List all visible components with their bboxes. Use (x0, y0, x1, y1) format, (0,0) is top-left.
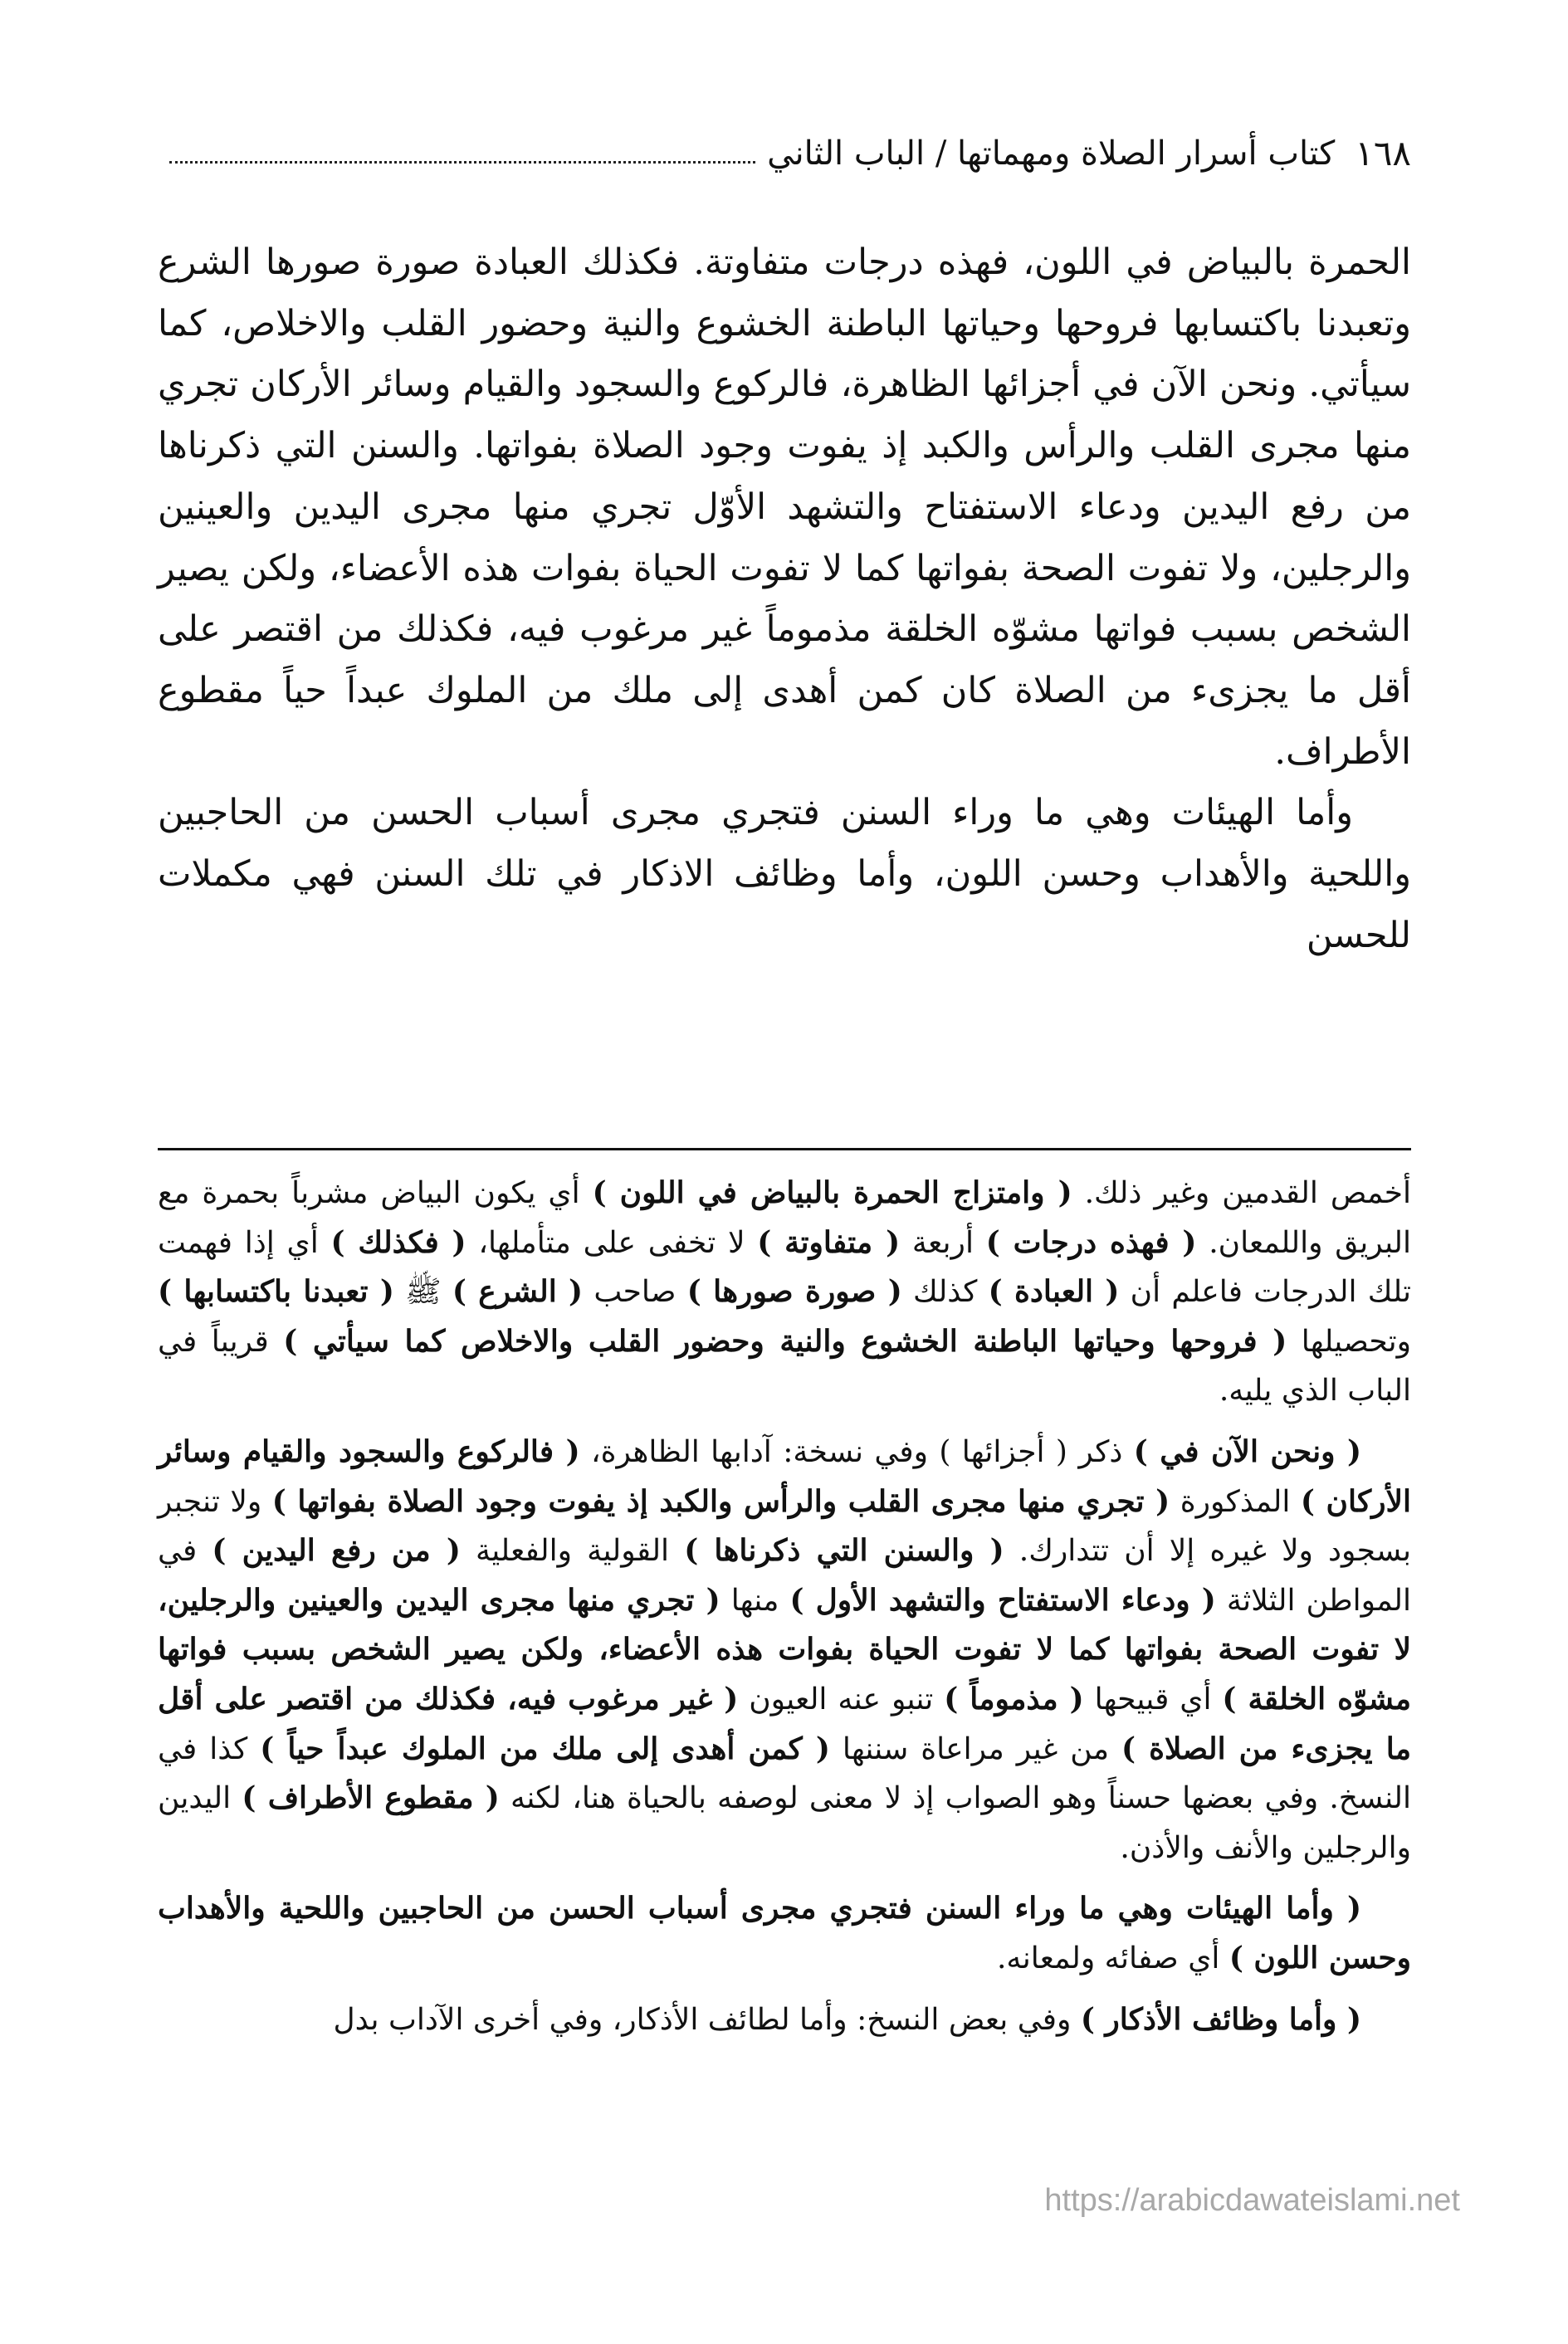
note-text: المذكورة (1170, 1484, 1301, 1519)
footnote-paragraph (158, 1995, 1411, 2045)
note-text: كذلك (901, 1275, 989, 1310)
quoted-term: ( فكذلك ) (330, 1224, 466, 1260)
quoted-term: ( فالركوع والسجود والقيام وسائر الأركان ) (158, 1433, 1412, 1519)
note-text: في المواطن الثلاثة (158, 1534, 1412, 1618)
quoted-term: ( تجري منها مجرى اليدين والعينين والرجلين، لا تفوت الصحة بفواتها كما لا تفوت الحياة بفوات هذه الأعضاء، ولكن يصير الشخص بسبب فواتها مشوّه الخلقة ) (158, 1582, 1411, 1716)
footnote-paragraph (158, 1884, 1411, 1983)
note-text: أربعة (900, 1225, 986, 1260)
note-text: وفي نسخة: آدابها الظاهرة، (579, 1434, 940, 1469)
book-page (158, 116, 1411, 2307)
quoted-term: ( متفاوتة ) (757, 1224, 901, 1260)
note-text: ذكر (1067, 1434, 1134, 1469)
main-paragraph: الحمرة بالبياض في اللون، فهذه درجات متفاوتة. فكذلك العبادة صورة صورها الشرع وتعبدنا باكتسابها فروحها وحياتها الباطنة الخشوع والنية وحضور القلب والاخلاص، كما سيأتي. ونحن الآن في أجزائها الظاهرة، فالركوع والسجود والقيام وسائر الأركان تجري منها مجرى القلب والرأس والكبد إذ يفوت وجود الصلاة بفواتها. والسنن التي ذكرناها من رفع اليدين ودعاء الاستفتاح والتشهد الأوّل تجري منها مجرى اليدين والعينين والرجلين، ولا تفوت الصحة بفواتها كما لا تفوت الحياة بفوات هذه الأعضاء، ولكن يصير الشخص بسبب فواتها مشوّه الخلقة مذموماً غير مرغوب فيه، فكذلك من اقتصر على أقل ما يجزىء من الصلاة كان كمن أهدى إلى ملك من الملوك عبداً حياً مقطوع الأطراف. (158, 242, 1411, 773)
note-text: كذا في النسخ. وفي بعضها حسناً وهو الصواب إذ لا معنى لوصفه بالحياة هنا، لكنه (158, 1731, 1411, 1816)
note-text: صاحب (583, 1275, 687, 1310)
footnote-separator (158, 1148, 1411, 1150)
note-text: وتحصيلها (1287, 1324, 1411, 1359)
footnotes (158, 1169, 1411, 2056)
quoted-term: ( وأما الهيئات وهي ما وراء السنن فتجري مجرى أسباب الحسن من الحاجبين واللحية والأهداب وحسن اللون ) (158, 1891, 1411, 1975)
quoted-term: ( غير مرغوب فيه، فكذلك من اقتصر على أقل ما يجزىء من الصلاة ) (158, 1681, 1411, 1766)
running-title: كتاب أسرار الصلاة ومهماتها / الباب الثاني (767, 134, 1336, 173)
quoted-term: ( كمن أهدى إلى ملك من الملوك عبداً حياً ) (260, 1731, 830, 1766)
note-text: منها (720, 1583, 790, 1618)
salawat-glyph: ﷺ (393, 1275, 452, 1310)
quoted-term: ( ونحن الآن في ) (1133, 1433, 1361, 1469)
quoted-term: ( وامتزاج الحمرة بالبياض في اللون ) (592, 1175, 1072, 1210)
note-text: أي قبيحها (1083, 1682, 1223, 1716)
note-text: أي صفائه ولمعانه. (996, 1941, 1229, 1975)
footnote-paragraph (158, 1428, 1411, 1873)
quoted-term: ( مقطوع الأطراف ) (242, 1780, 500, 1816)
note-text: أخمص القدمين وغير ذلك. (1072, 1176, 1412, 1210)
quoted-term: ( فهذه درجات ) (985, 1224, 1197, 1260)
leader-dots (169, 161, 755, 164)
quoted-term: ( تجري منها مجرى القلب والرأس والكبد إذ يفوت وجود الصلاة بفواتها ) (271, 1483, 1170, 1519)
main-text (158, 232, 1411, 966)
watermark-url: https://arabicdawateislami.net (1044, 2183, 1460, 2218)
quoted-term: ( والسنن التي ذكرناها ) (684, 1533, 1004, 1569)
note-text: تنبو عنه العيون (738, 1682, 945, 1716)
note-text: ولا تنجبر بسجود ولا غيره إلا أن تتدارك. (158, 1484, 1412, 1569)
quoted-term: ( من رفع اليدين ) (212, 1533, 461, 1569)
page-number: ١٦٨ (1355, 133, 1411, 173)
note-text: أي إذا فهمت تلك الدرجات فاعلم أن (158, 1225, 1412, 1310)
quoted-term: ( وأما وظائف الأذكار ) (1080, 2001, 1361, 2037)
note-text: لا تخفى على متأملها، (466, 1225, 758, 1260)
quoted-term: ( العبادة ) (988, 1274, 1120, 1310)
quoted-term: ( ودعاء الاستفتاح والتشهد الأول ) (789, 1582, 1216, 1618)
note-text: أي يكون البياض مشرباً بحمرة مع البريق واللمعان. (158, 1176, 1412, 1260)
quoted-term: ( صورة صورها ) (686, 1274, 902, 1310)
quoted-term: ( مذموماً ) (944, 1681, 1084, 1716)
quoted-term: ( الشرع ) (452, 1274, 584, 1310)
main-paragraph: وأما الهيئات وهي ما وراء السنن فتجري مجرى أسباب الحسن من الحاجبين واللحية والأهداب وحسن اللون، وأما وظائف الاذكار في تلك السنن فهي مكملات للحسن (158, 792, 1411, 956)
note-text: من غير مراعاة سننها (829, 1731, 1121, 1766)
footnote-paragraph (158, 1169, 1411, 1416)
note-text: القولية والفعلية (460, 1534, 685, 1569)
note-text: قريباً في الباب الذي يليه. (158, 1324, 1411, 1409)
note-text: وفي بعض النسخ: وأما لطائف الأذكار، وفي أخرى الآداب بدل (333, 2002, 1081, 2037)
page-header (158, 116, 1411, 191)
note-text: اليدين والرجلين والأنف والأذن. (158, 1781, 1411, 1865)
quoted-term: ( فروحها وحياتها الباطنة الخشوع والنية وحضور القلب والاخلاص كما سيأتي ) (283, 1323, 1287, 1359)
note-text: ( أجزائها ) (939, 1434, 1067, 1469)
quoted-term: ( تعبدنا باكتسابها ) (158, 1274, 394, 1310)
